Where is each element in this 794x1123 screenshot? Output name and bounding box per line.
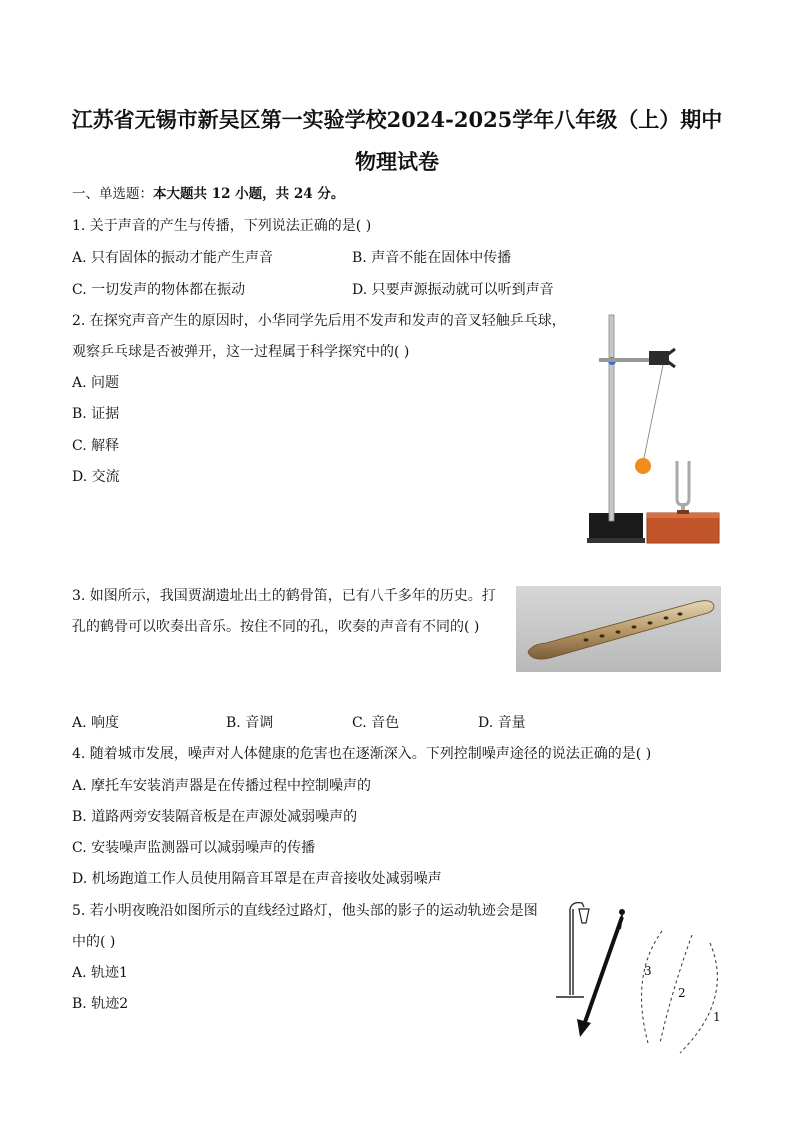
q5-option-b[interactable]: B. 轨迹2 xyxy=(72,996,129,1012)
q5-option-a[interactable]: A. 轨迹1 xyxy=(72,965,128,981)
q1-option-b[interactable]: B. 声音不能在固体中传播 xyxy=(352,250,512,266)
section-desc: 本大题共 12 小题，共 24 分。 xyxy=(153,186,345,202)
pendulum-string xyxy=(643,365,663,463)
streetlamp-trajectory-diagram xyxy=(550,895,730,1060)
paper-title-line2: 物理试卷 xyxy=(355,149,439,174)
q3-stem-line1: 3. 如图所示，我国贾湖遗址出土的鹤骨笛，已有八千多年的历史。打 xyxy=(72,588,496,604)
q3-option-d[interactable]: D. 音量 xyxy=(478,715,526,731)
q4-option-d[interactable]: D. 机场跑道工作人员使用隔音耳罩是在声音接收处减弱噪声 xyxy=(72,871,442,887)
trajectory-label-2: 2 xyxy=(678,986,686,1000)
q4-option-a[interactable]: A. 摩托车安装消声器是在传播过程中控制噪声的 xyxy=(72,778,372,794)
person-head xyxy=(619,909,625,915)
q1-stem: 1. 关于声音的产生与传播，下列说法正确的是( ) xyxy=(72,218,372,234)
trajectory-label-3: 3 xyxy=(644,964,652,978)
q5-stem-line2: 中的( ) xyxy=(72,934,116,950)
q1-option-a[interactable]: A. 只有固体的振动才能产生声音 xyxy=(72,250,274,266)
trajectory-label-1: 1 xyxy=(713,1010,721,1024)
trajectory-2 xyxy=(660,935,692,1043)
q2-stem-line1: 2. 在探究声音产生的原因时，小华同学先后用不发声和发声的音叉轻触乒乓球， xyxy=(72,313,566,329)
trajectory-3 xyxy=(642,931,662,1043)
ping-pong-ball xyxy=(635,458,651,474)
q3-option-b[interactable]: B. 音调 xyxy=(226,715,274,731)
q3-option-a[interactable]: A. 响度 xyxy=(72,715,120,731)
q2-option-d[interactable]: D. 交流 xyxy=(72,469,120,485)
section-label: 一、单选题： xyxy=(72,186,153,202)
q1-option-c[interactable]: C. 一切发声的物体都在振动 xyxy=(72,282,246,298)
q2-option-c[interactable]: C. 解释 xyxy=(72,438,120,454)
paper-title-line1: 江苏省无锡市新吴区第一实验学校2024-2025学年八年级（上）期中 xyxy=(71,107,723,132)
stand-rod xyxy=(609,315,614,521)
walking-path-arrow xyxy=(584,917,622,1025)
q3-stem-line2: 孔的鹤骨可以吹奏出音乐。按住不同的孔，吹奏的声音有不同的( ) xyxy=(72,619,480,635)
lamp-head xyxy=(579,909,589,923)
q1-option-d[interactable]: D. 只要声源振动就可以听到声音 xyxy=(352,282,554,298)
q3-option-c[interactable]: C. 音色 xyxy=(352,715,400,731)
q4-stem: 4. 随着城市发展，噪声对人体健康的危害也在逐渐深入。下列控制噪声途径的说法正确的是( ) xyxy=(72,746,652,762)
q5-stem-line1: 5. 若小明夜晚沿如图所示的直线经过路灯，他头部的影子的运动轨迹会是图 xyxy=(72,903,538,919)
q2-stem-line2: 观察乒乓球是否被弹开，这一过程属于科学探究中的( ) xyxy=(72,344,410,360)
stand-base xyxy=(589,513,643,541)
section-heading xyxy=(72,184,344,204)
bone-flute-image xyxy=(516,586,721,672)
q4-option-c[interactable]: C. 安装噪声监测器可以减弱噪声的传播 xyxy=(72,840,316,856)
q2-option-a[interactable]: A. 问题 xyxy=(72,375,120,391)
arrow-head xyxy=(577,1019,591,1037)
tuning-fork-apparatus-image xyxy=(585,313,725,545)
tuning-fork xyxy=(677,461,689,505)
q4-option-b[interactable]: B. 道路两旁安装隔音板是在声源处减弱噪声的 xyxy=(72,809,358,825)
q2-option-b[interactable]: B. 证据 xyxy=(72,406,120,422)
